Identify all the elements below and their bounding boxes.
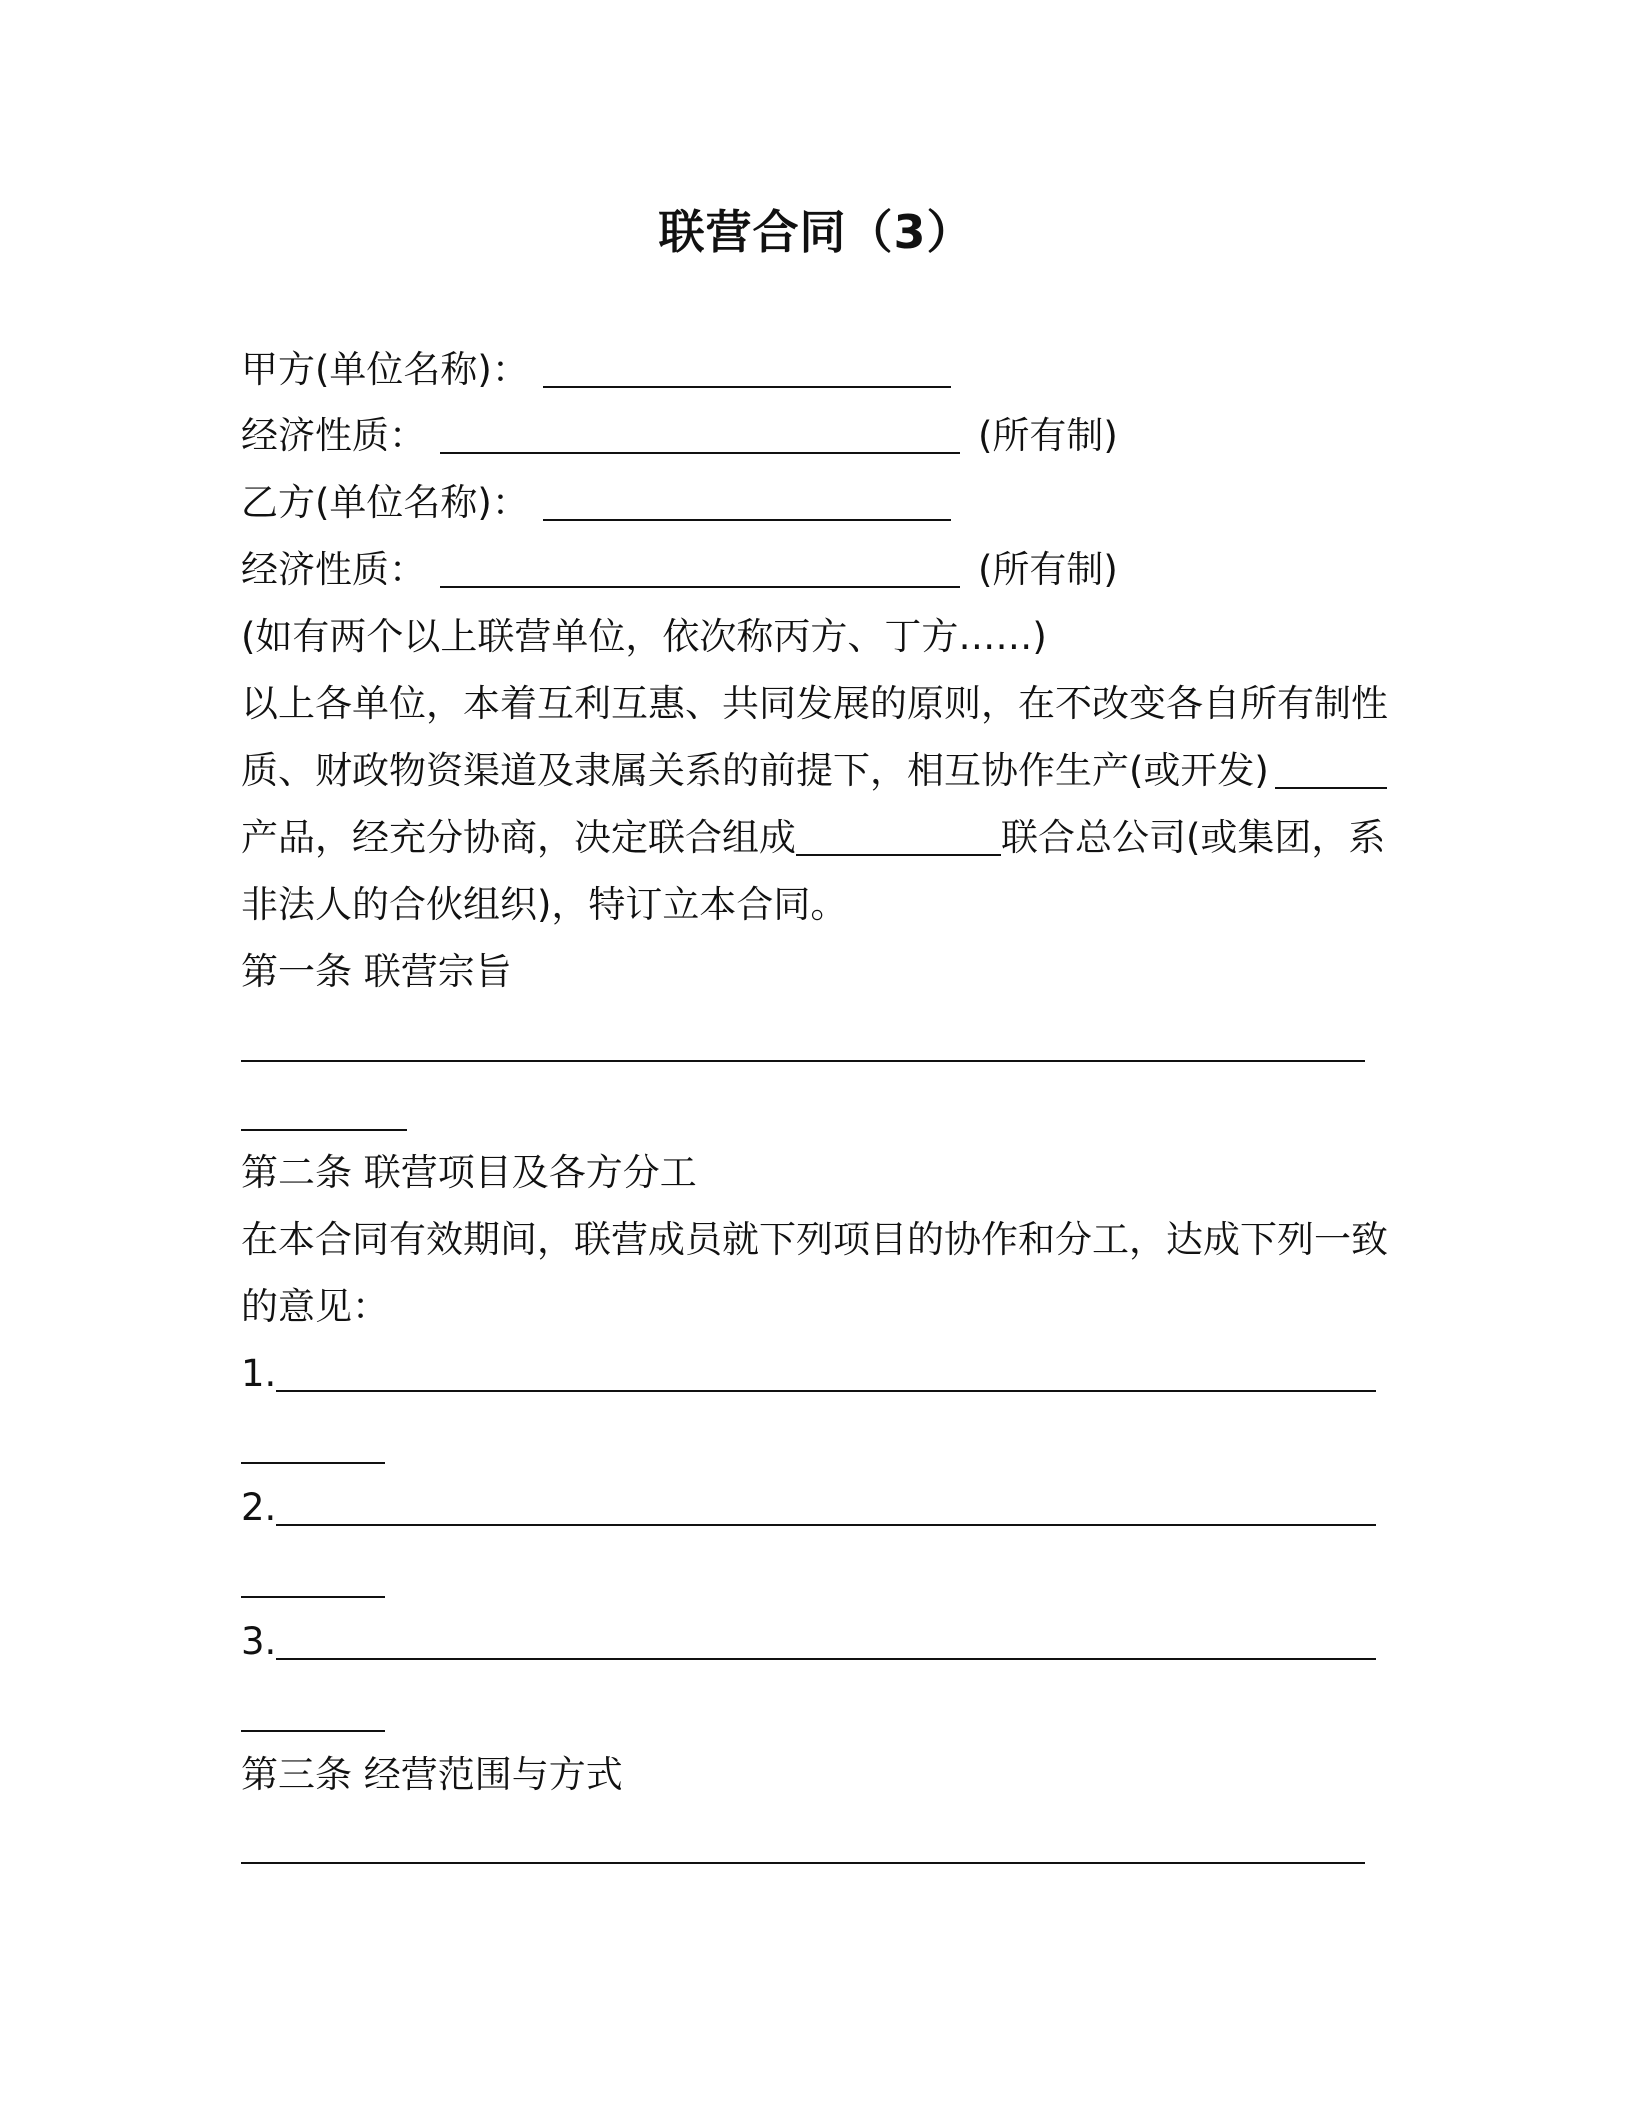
nature-blank-1 bbox=[440, 412, 960, 454]
document-title: 联营合同（3） bbox=[658, 205, 974, 259]
party-b-row bbox=[241, 478, 1391, 528]
nature-row-2 bbox=[241, 545, 1391, 595]
preamble-line-3 bbox=[241, 813, 1391, 863]
preamble-line-2-text: 质、财政物资渠道及隶属关系的前提下，相互协作生产(或开发) bbox=[241, 749, 1269, 792]
nature-blank-2 bbox=[440, 546, 960, 588]
ownership-suffix-2: (所有制) bbox=[978, 548, 1118, 591]
nature-row-1 bbox=[241, 411, 1391, 461]
item-2-blank bbox=[276, 1484, 1376, 1526]
item-3-number: 3. bbox=[241, 1620, 277, 1663]
preamble-line-1: 以上各单位，本着互利互惠、共同发展的原则，在不改变各自所有制性 bbox=[241, 682, 1388, 725]
ownership-suffix-1: (所有制) bbox=[978, 414, 1118, 457]
item-1-number: 1. bbox=[241, 1352, 277, 1395]
article-2-text-line-2: 的意见： bbox=[241, 1285, 389, 1328]
party-a-row bbox=[241, 345, 1391, 395]
nature-label-2: 经济性质： bbox=[241, 548, 426, 591]
article-1-blank-line-1 bbox=[241, 1060, 1365, 1062]
item-3 bbox=[241, 1617, 1391, 1667]
article-3-blank-line-1 bbox=[241, 1862, 1365, 1864]
more-parties-note: (如有两个以上联营单位，依次称丙方、丁方……) bbox=[241, 615, 1047, 658]
company-name-blank bbox=[796, 814, 1001, 856]
preamble-line-3a: 产品，经充分协商，决定联合组成 bbox=[241, 816, 796, 859]
preamble-line-4: 非法人的合伙组织)，特订立本合同。 bbox=[241, 883, 848, 926]
item-2-number: 2. bbox=[241, 1486, 277, 1529]
party-b-blank bbox=[543, 479, 951, 521]
item-1-blank bbox=[276, 1350, 1376, 1392]
article-2-text-line-1: 在本合同有效期间，联营成员就下列项目的协作和分工，达成下列一致 bbox=[241, 1218, 1388, 1261]
item-1-blank-continued bbox=[241, 1462, 385, 1464]
item-2 bbox=[241, 1483, 1391, 1533]
article-2-heading: 第二条 联营项目及各方分工 bbox=[241, 1151, 697, 1194]
party-b-label: 乙方(单位名称)： bbox=[241, 481, 529, 524]
article-3-heading: 第三条 经营范围与方式 bbox=[241, 1753, 623, 1796]
nature-label-1: 经济性质： bbox=[241, 414, 426, 457]
article-1-blank-line-2 bbox=[241, 1129, 407, 1131]
item-1 bbox=[241, 1349, 1391, 1399]
party-a-blank bbox=[543, 346, 951, 388]
item-3-blank bbox=[276, 1618, 1376, 1660]
party-a-label: 甲方(单位名称)： bbox=[241, 348, 529, 391]
item-2-blank-continued bbox=[241, 1596, 385, 1598]
item-3-blank-continued bbox=[241, 1730, 385, 1732]
product-blank bbox=[1275, 747, 1387, 789]
preamble-line-3b: 联合总公司(或集团，系 bbox=[1001, 816, 1386, 859]
preamble-line-2 bbox=[241, 746, 1391, 796]
article-1-heading: 第一条 联营宗旨 bbox=[241, 950, 512, 993]
